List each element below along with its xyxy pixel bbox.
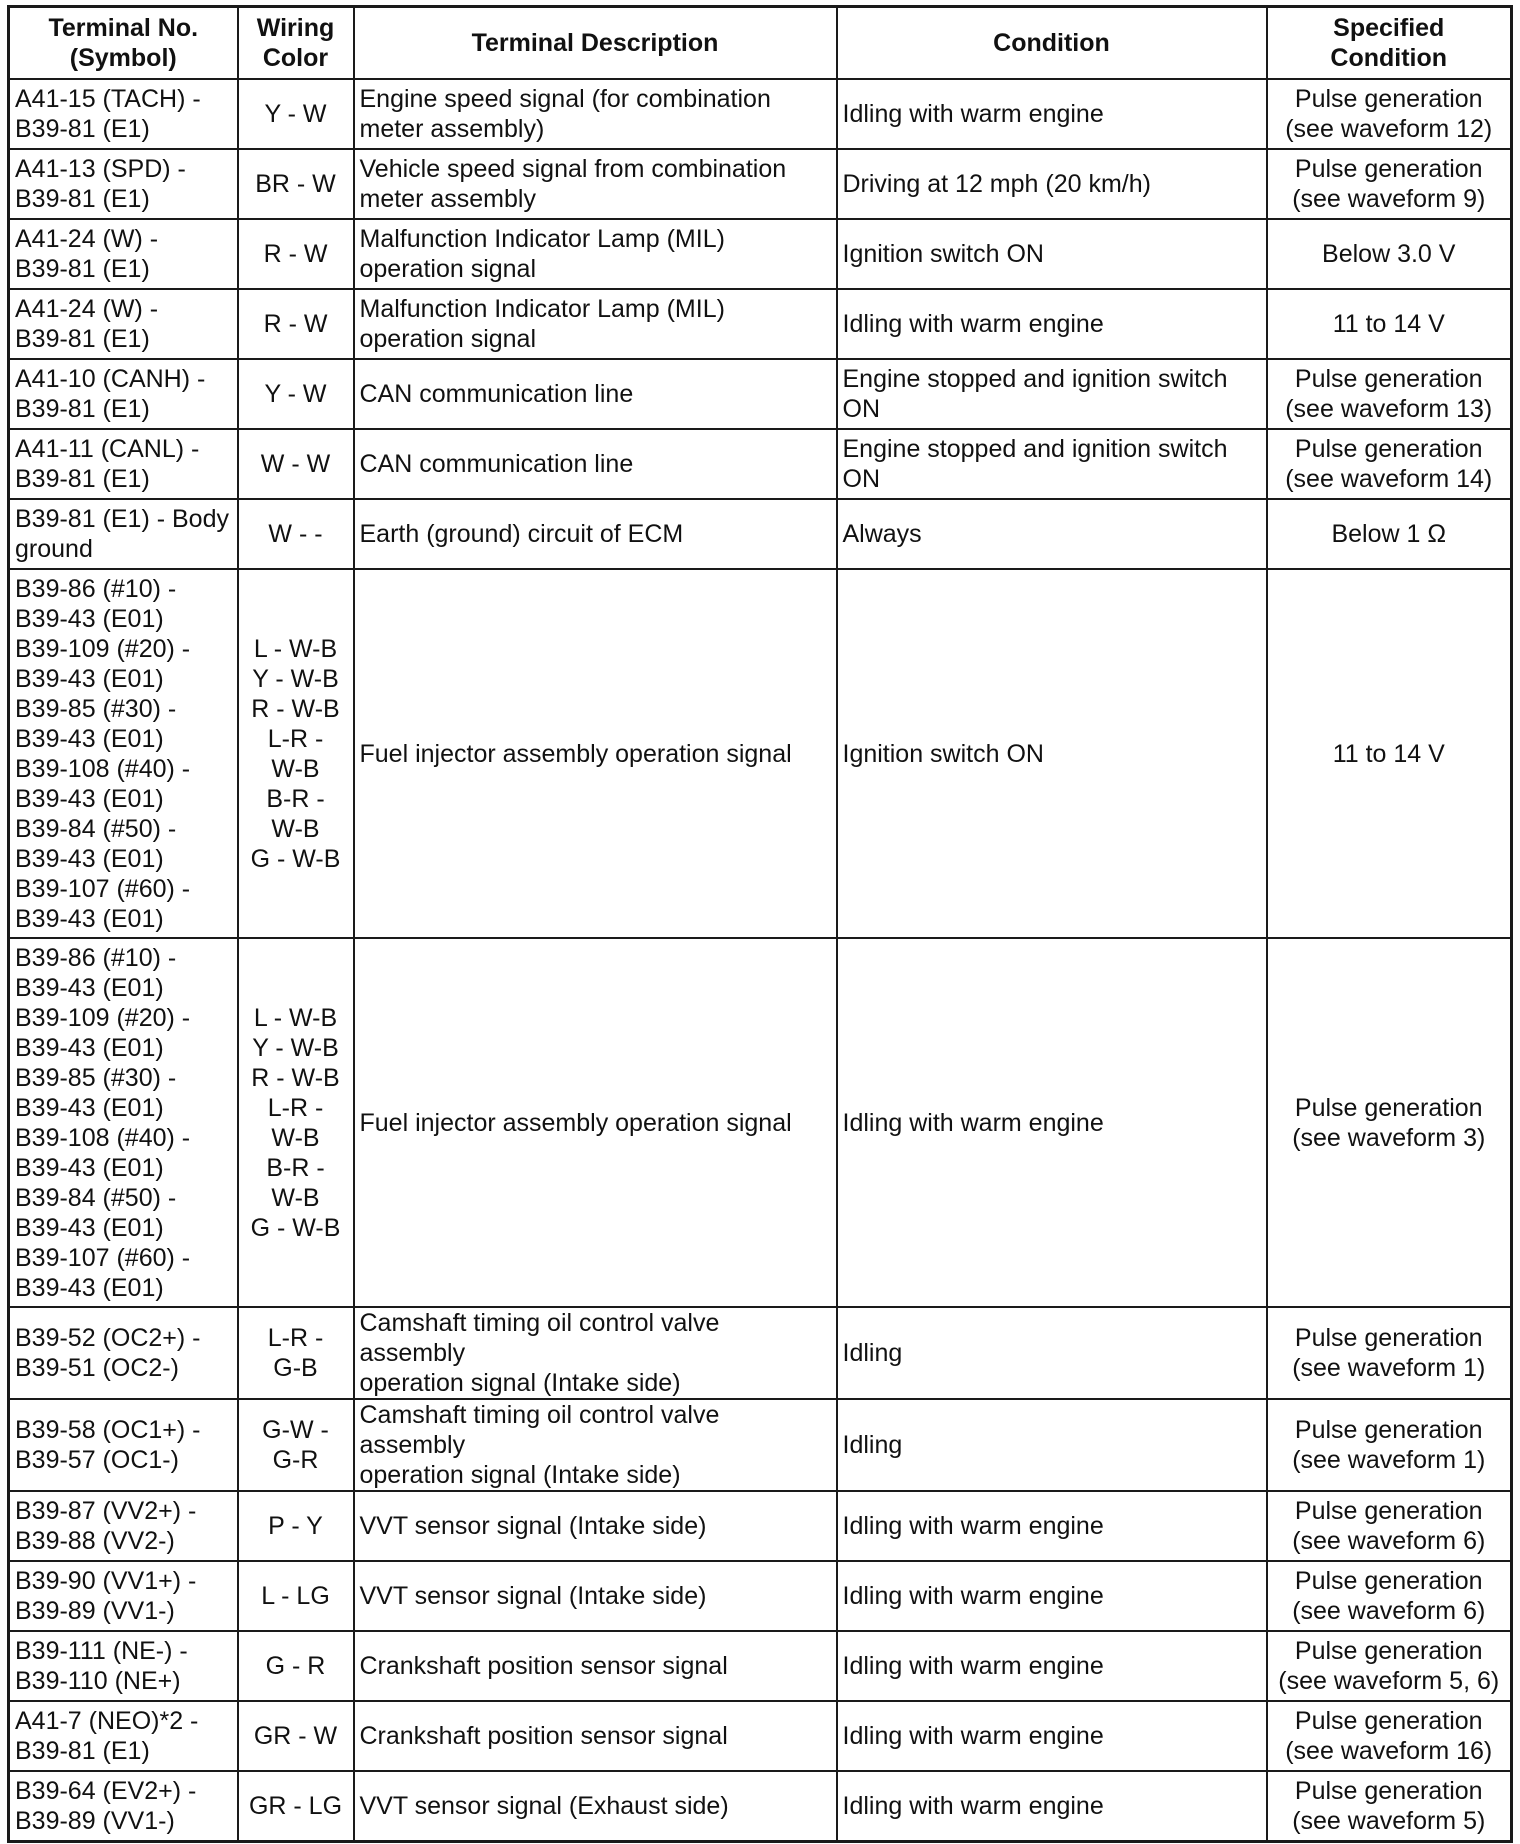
specified-condition-cell: Pulse generation (see waveform 5, 6): [1267, 1631, 1512, 1701]
terminal-cell: B39-111 (NE-) - B39-110 (NE+): [9, 1631, 238, 1701]
specified-condition-cell: Pulse generation (see waveform 6): [1267, 1491, 1512, 1561]
condition-cell: Idling with warm engine: [837, 1631, 1267, 1701]
description-cell: Malfunction Indicator Lamp (MIL) operation signal: [354, 219, 837, 289]
specified-condition-cell: Pulse generation (see waveform 5): [1267, 1771, 1512, 1842]
description-cell: VVT sensor signal (Intake side): [354, 1561, 837, 1631]
specified-condition-cell: Below 1 Ω: [1267, 499, 1512, 569]
table-row: [9, 569, 1512, 938]
terminal-cell: A41-24 (W) - B39-81 (E1): [9, 289, 238, 359]
table-row: [9, 1399, 1512, 1491]
description-cell: Crankshaft position sensor signal: [354, 1631, 837, 1701]
wiring-color-cell: L-R - G-B: [238, 1307, 354, 1399]
specified-condition-cell: Pulse generation (see waveform 6): [1267, 1561, 1512, 1631]
specified-condition-cell: Pulse generation (see waveform 13): [1267, 359, 1512, 429]
specified-condition-cell: Below 3.0 V: [1267, 219, 1512, 289]
wiring-color-cell: Y - W: [238, 79, 354, 149]
condition-cell: Idling with warm engine: [837, 79, 1267, 149]
terminal-cell: B39-58 (OC1+) - B39-57 (OC1-): [9, 1399, 238, 1491]
description-cell: Malfunction Indicator Lamp (MIL) operation signal: [354, 289, 837, 359]
table-row: [9, 1561, 1512, 1631]
specified-condition-cell: Pulse generation (see waveform 3): [1267, 938, 1512, 1307]
description-cell: Engine speed signal (for combination meter assembly): [354, 79, 837, 149]
description-cell: Fuel injector assembly operation signal: [354, 938, 837, 1307]
table-row: [9, 429, 1512, 499]
specified-condition-cell: Pulse generation (see waveform 12): [1267, 79, 1512, 149]
condition-cell: Driving at 12 mph (20 km/h): [837, 149, 1267, 219]
table-row: [9, 499, 1512, 569]
description-cell: Camshaft timing oil control valve assembly operation signal (Intake side): [354, 1399, 837, 1491]
terminal-cell: B39-87 (VV2+) - B39-88 (VV2-): [9, 1491, 238, 1561]
wiring-color-cell: GR - W: [238, 1701, 354, 1771]
condition-cell: Ignition switch ON: [837, 569, 1267, 938]
header-row: [9, 7, 1512, 80]
table-row: [9, 149, 1512, 219]
condition-cell: Ignition switch ON: [837, 219, 1267, 289]
condition-cell: Always: [837, 499, 1267, 569]
table-row: [9, 1631, 1512, 1701]
wiring-color-cell: W - -: [238, 499, 354, 569]
table-row: [9, 359, 1512, 429]
terminal-cell: B39-86 (#10) - B39-43 (E01) B39-109 (#20) - B39-43 (E01) B39-85 (#30) - B39-43 (E01) B39-108 (#40) - B39-43 (E01) B39-84 (#50) - B39-43 (E01) B39-107 (#60) - B39-43 (E01): [9, 938, 238, 1307]
table-row: [9, 1307, 1512, 1399]
table-body: [9, 79, 1512, 1842]
header-terminal-description: Terminal Description: [354, 7, 837, 80]
wiring-color-cell: Y - W: [238, 359, 354, 429]
terminal-cell: A41-24 (W) - B39-81 (E1): [9, 219, 238, 289]
description-cell: CAN communication line: [354, 429, 837, 499]
header-specified-condition: Specified Condition: [1267, 7, 1512, 80]
wiring-color-cell: L - W-B Y - W-B R - W-B L-R - W-B B-R - W-B G - W-B: [238, 938, 354, 1307]
wiring-color-cell: L - W-B Y - W-B R - W-B L-R - W-B B-R - W-B G - W-B: [238, 569, 354, 938]
specified-condition-cell: Pulse generation (see waveform 1): [1267, 1399, 1512, 1491]
condition-cell: Idling with warm engine: [837, 1491, 1267, 1561]
terminal-cell: B39-52 (OC2+) - B39-51 (OC2-): [9, 1307, 238, 1399]
description-cell: VVT sensor signal (Exhaust side): [354, 1771, 837, 1842]
condition-cell: Idling with warm engine: [837, 938, 1267, 1307]
wiring-color-cell: BR - W: [238, 149, 354, 219]
table-row: [9, 79, 1512, 149]
description-cell: Vehicle speed signal from combination meter assembly: [354, 149, 837, 219]
table-row: [9, 1491, 1512, 1561]
specified-condition-cell: 11 to 14 V: [1267, 289, 1512, 359]
table-row: [9, 219, 1512, 289]
table-row: [9, 1701, 1512, 1771]
specified-condition-cell: Pulse generation (see waveform 9): [1267, 149, 1512, 219]
terminal-cell: B39-90 (VV1+) - B39-89 (VV1-): [9, 1561, 238, 1631]
wiring-color-cell: R - W: [238, 219, 354, 289]
wiring-color-cell: G - R: [238, 1631, 354, 1701]
wiring-color-cell: W - W: [238, 429, 354, 499]
terminal-cell: B39-64 (EV2+) - B39-89 (VV1-): [9, 1771, 238, 1842]
wiring-color-cell: P - Y: [238, 1491, 354, 1561]
terminal-cell: A41-15 (TACH) - B39-81 (E1): [9, 79, 238, 149]
condition-cell: Idling: [837, 1307, 1267, 1399]
condition-cell: Idling: [837, 1399, 1267, 1491]
wiring-color-cell: G-W - G-R: [238, 1399, 354, 1491]
header-wiring-color: Wiring Color: [238, 7, 354, 80]
condition-cell: Idling with warm engine: [837, 1771, 1267, 1842]
condition-cell: Engine stopped and ignition switch ON: [837, 429, 1267, 499]
table-row: [9, 289, 1512, 359]
header-condition: Condition: [837, 7, 1267, 80]
terminal-cell: B39-81 (E1) - Body ground: [9, 499, 238, 569]
condition-cell: Idling with warm engine: [837, 289, 1267, 359]
description-cell: Fuel injector assembly operation signal: [354, 569, 837, 938]
wiring-color-cell: GR - LG: [238, 1771, 354, 1842]
terminal-cell: A41-11 (CANL) - B39-81 (E1): [9, 429, 238, 499]
description-cell: Camshaft timing oil control valve assembly operation signal (Intake side): [354, 1307, 837, 1399]
specified-condition-cell: 11 to 14 V: [1267, 569, 1512, 938]
terminal-spec-table: [7, 5, 1513, 1843]
terminal-cell: A41-7 (NEO)*2 - B39-81 (E1): [9, 1701, 238, 1771]
wiring-color-cell: R - W: [238, 289, 354, 359]
condition-cell: Idling with warm engine: [837, 1701, 1267, 1771]
wiring-color-cell: L - LG: [238, 1561, 354, 1631]
terminal-cell: B39-86 (#10) - B39-43 (E01) B39-109 (#20) - B39-43 (E01) B39-85 (#30) - B39-43 (E01) B39-108 (#40) - B39-43 (E01) B39-84 (#50) - B39-43 (E01) B39-107 (#60) - B39-43 (E01): [9, 569, 238, 938]
description-cell: VVT sensor signal (Intake side): [354, 1491, 837, 1561]
condition-cell: Engine stopped and ignition switch ON: [837, 359, 1267, 429]
table-row: [9, 938, 1512, 1307]
specified-condition-cell: Pulse generation (see waveform 1): [1267, 1307, 1512, 1399]
condition-cell: Idling with warm engine: [837, 1561, 1267, 1631]
terminal-cell: A41-10 (CANH) - B39-81 (E1): [9, 359, 238, 429]
description-cell: Earth (ground) circuit of ECM: [354, 499, 837, 569]
specified-condition-cell: Pulse generation (see waveform 16): [1267, 1701, 1512, 1771]
specified-condition-cell: Pulse generation (see waveform 14): [1267, 429, 1512, 499]
table-row: [9, 1771, 1512, 1842]
description-cell: CAN communication line: [354, 359, 837, 429]
description-cell: Crankshaft position sensor signal: [354, 1701, 837, 1771]
terminal-cell: A41-13 (SPD) - B39-81 (E1): [9, 149, 238, 219]
header-terminal: Terminal No. (Symbol): [9, 7, 238, 80]
